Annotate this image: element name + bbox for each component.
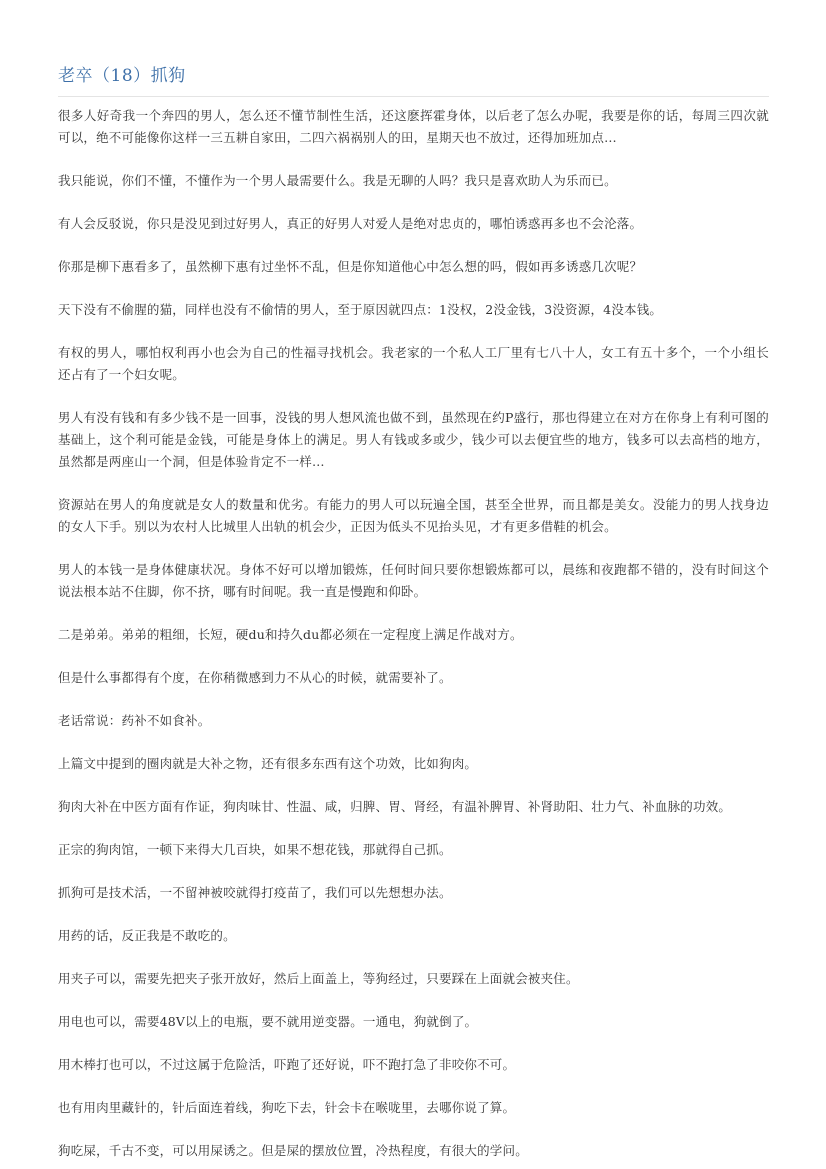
paragraph: 用药的话，反正我是不敢吃的。	[58, 928, 236, 943]
paragraph: 有权的男人，哪怕权利再小也会为自己的性福寻找机会。我老家的一个私人工厂里有七八十人，女工有五十多个，一个小组长还占有了一个妇女呢。	[58, 345, 769, 382]
paragraph: 用电也可以，需要48V以上的电瓶，要不就用逆变器。一通电，狗就倒了。	[58, 1014, 478, 1029]
paragraph: 也有用肉里藏针的，针后面连着线，狗吃下去，针会卡在喉咙里，去哪你说了算。	[58, 1100, 516, 1115]
paragraph: 狗吃屎，千古不变，可以用屎诱之。但是屎的摆放位置，冷热程度，有很大的学问。	[58, 1143, 528, 1158]
paragraph: 上篇文中提到的圈肉就是大补之物，还有很多东西有这个功效，比如狗肉。	[58, 756, 478, 771]
paragraph: 我只能说，你们不懂，不懂作为一个男人最需要什么。我是无聊的人吗？我只是喜欢助人为乐而已。	[58, 173, 617, 188]
paragraph: 天下没有不偷腥的猫，同样也没有不偷情的男人，至于原因就四点：1没权，2没金钱，3没资源，4没本钱。	[58, 302, 663, 317]
paragraph: 用木棒打也可以，不过这属于危险活，吓跑了还好说，吓不跑打急了非咬你不可。	[58, 1057, 516, 1072]
title-divider	[58, 96, 769, 97]
paragraph: 二是弟弟。弟弟的粗细，长短，硬du和持久du都必须在一定程度上满足作战对方。	[58, 627, 523, 642]
article-title: 老卒（18）抓狗	[58, 66, 186, 86]
paragraph: 很多人好奇我一个奔四的男人，怎么还不懂节制性生活，还这麽挥霍身体，以后老了怎么办呢，我要是你的话，每周三四次就可以，绝不可能像你这样一三五耕自家田，二四六祸祸别人的田，星期天也不放过，还得加班加点…	[58, 108, 769, 145]
paragraph: 用夹子可以，需要先把夹子张开放好，然后上面盖上，等狗经过，只要踩在上面就会被夹住。	[58, 971, 579, 986]
paragraph: 你那是柳下惠看多了，虽然柳下惠有过坐怀不乱，但是你知道他心中怎么想的吗，假如再多诱惑几次呢？	[58, 259, 643, 274]
paragraph: 有人会反驳说，你只是没见到过好男人，真正的好男人对爱人是绝对忠贞的，哪怕诱惑再多也不会沦落。	[58, 216, 643, 231]
paragraph: 男人的本钱一是身体健康状况。身体不好可以增加锻炼，任何时间只要你想锻炼都可以，晨练和夜跑都不错的，没有时间这个说法根本站不住脚，你不挤，哪有时间呢。我一直是慢跑和仰卧。	[58, 562, 769, 599]
paragraph: 正宗的狗肉馆，一顿下来得大几百块，如果不想花钱，那就得自己抓。	[58, 842, 452, 857]
paragraph: 老话常说：药补不如食补。	[58, 713, 211, 728]
paragraph: 男人有没有钱和有多少钱不是一回事，没钱的男人想风流也做不到，虽然现在约P盛行，那也得建立在对方在你身上有利可图的基础上，这个利可能是金钱，可能是身体上的满足。男人有钱或多或少，钱少可以去便宜些的地方，钱多可以去高档的地方，虽然都是两座山一个洞，但是体验肯定不一样…	[58, 410, 769, 469]
paragraph: 狗肉大补在中医方面有作证，狗肉味甘、性温、咸，归脾、胃、肾经，有温补脾胃、补肾助阳、壮力气、补血脉的功效。	[58, 799, 732, 814]
article-body	[58, 105, 769, 1162]
paragraph: 抓狗可是技术活，一不留神被咬就得打疫苗了，我们可以先想想办法。	[58, 885, 452, 900]
paragraph: 但是什么事都得有个度，在你稍微感到力不从心的时候，就需要补了。	[58, 670, 452, 685]
paragraph: 资源站在男人的角度就是女人的数量和优劣。有能力的男人可以玩遍全国，甚至全世界，而且都是美女。没能力的男人找身边的女人下手。别以为农村人比城里人出轨的机会少，正因为低头不见抬头见，才有更多借鞋的机会。	[58, 497, 769, 534]
